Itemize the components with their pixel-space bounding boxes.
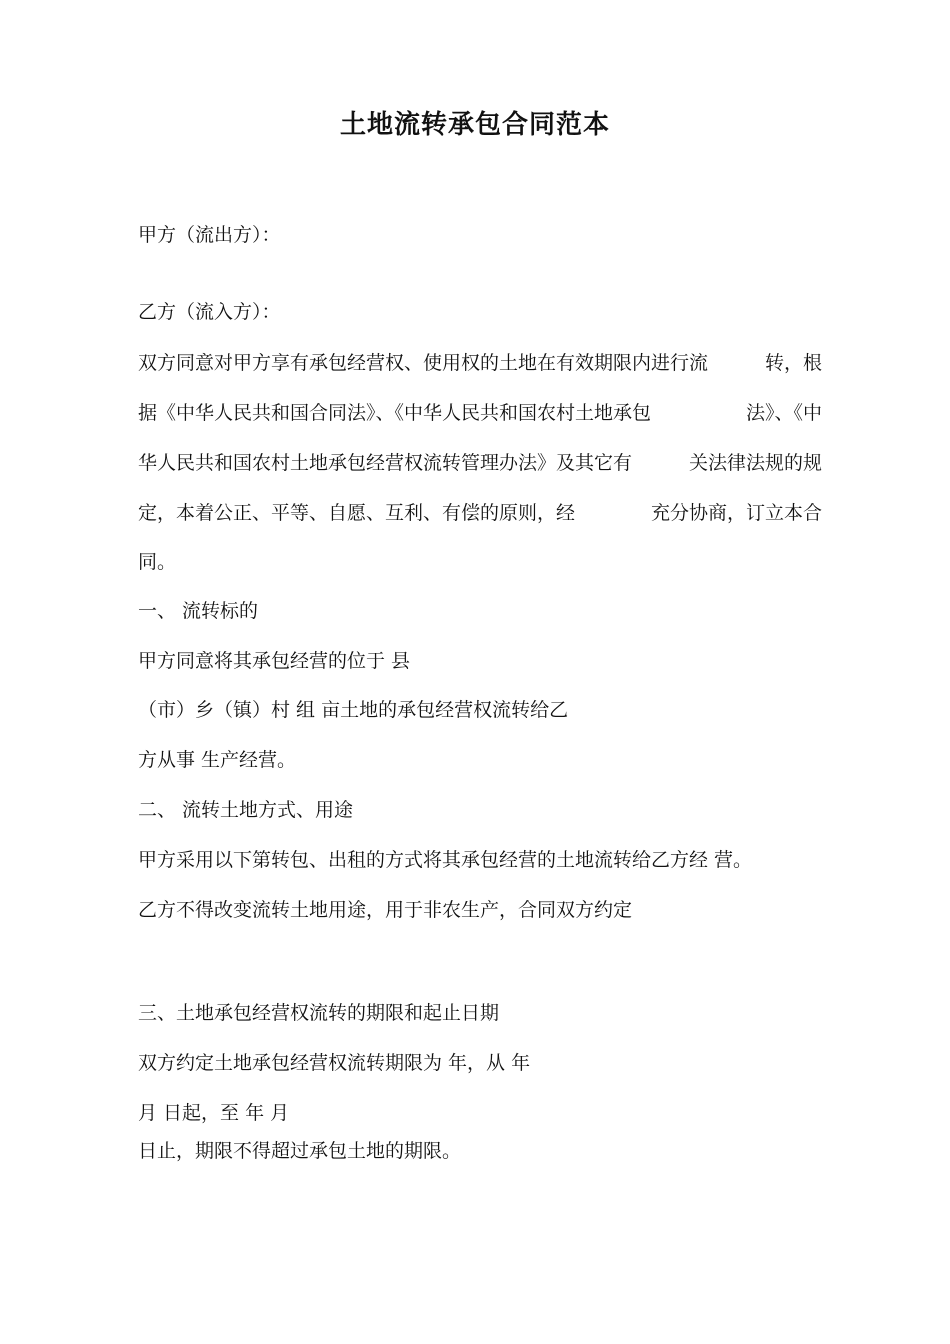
section-1-line-3: 方从事 生产经营。 (138, 749, 297, 771)
preamble-line-4 (138, 500, 822, 526)
preamble-line-1-part-b: 转，根 (764, 352, 822, 374)
preamble-line-3-part-a: 华人民共和国农村土地承包经营权流转管理办法》及其它有 (138, 452, 633, 474)
section-3-line-2: 月 日起，至 年 月 (138, 1102, 290, 1124)
section-1-line-1: 甲方同意将其承包经营的位于 县 (138, 650, 411, 672)
preamble-line-2-part-a: 据《中华人民共和国合同法》、《中华人民共和国农村土地承包 (138, 402, 652, 424)
party-b-line: 乙方（流入方）： (138, 301, 281, 323)
section-3-heading: 三、土地承包经营权流转的期限和起止日期 (138, 1002, 500, 1024)
page-title: 土地流转承包合同范本 (339, 110, 610, 140)
preamble-line-4-part-b: 充分协商，订立本合 (650, 502, 822, 524)
preamble-line-2-part-b: 法》、《中 (745, 402, 822, 424)
section-2-heading: 二、 流转土地方式、用途 (138, 799, 354, 821)
preamble-line-1-part-a: 双方同意对甲方享有承包经营权、使用权的土地在有效期限内进行流 (138, 352, 709, 374)
party-a-line: 甲方（流出方）： (138, 224, 281, 246)
preamble-line-2 (138, 400, 822, 426)
preamble-line-3 (138, 450, 822, 476)
preamble-line-4-part-a: 定，本着公正、平等、自愿、互利、有偿的原则，经 (138, 502, 576, 524)
preamble-line-5: 同。 (138, 551, 177, 573)
section-2-line-1: 甲方采用以下第转包、出租的方式将其承包经营的土地流转给乙方经 营。 (138, 849, 753, 871)
section-3-line-1: 双方约定土地承包经营权流转期限为 年，从 年 (138, 1052, 531, 1074)
preamble-line-3-part-b: 关法律法规的规 (688, 452, 822, 474)
preamble-line-1 (138, 350, 822, 376)
section-3-line-3: 日止，期限不得超过承包土地的期限。 (138, 1140, 462, 1162)
section-1-line-2: （市）乡（镇）村 组 亩土地的承包经营权流转给乙 (138, 699, 569, 721)
section-1-heading: 一、 流转标的 (138, 600, 259, 622)
section-2-line-2: 乙方不得改变流转土地用途，用于非农生产，合同双方约定 (138, 899, 633, 921)
